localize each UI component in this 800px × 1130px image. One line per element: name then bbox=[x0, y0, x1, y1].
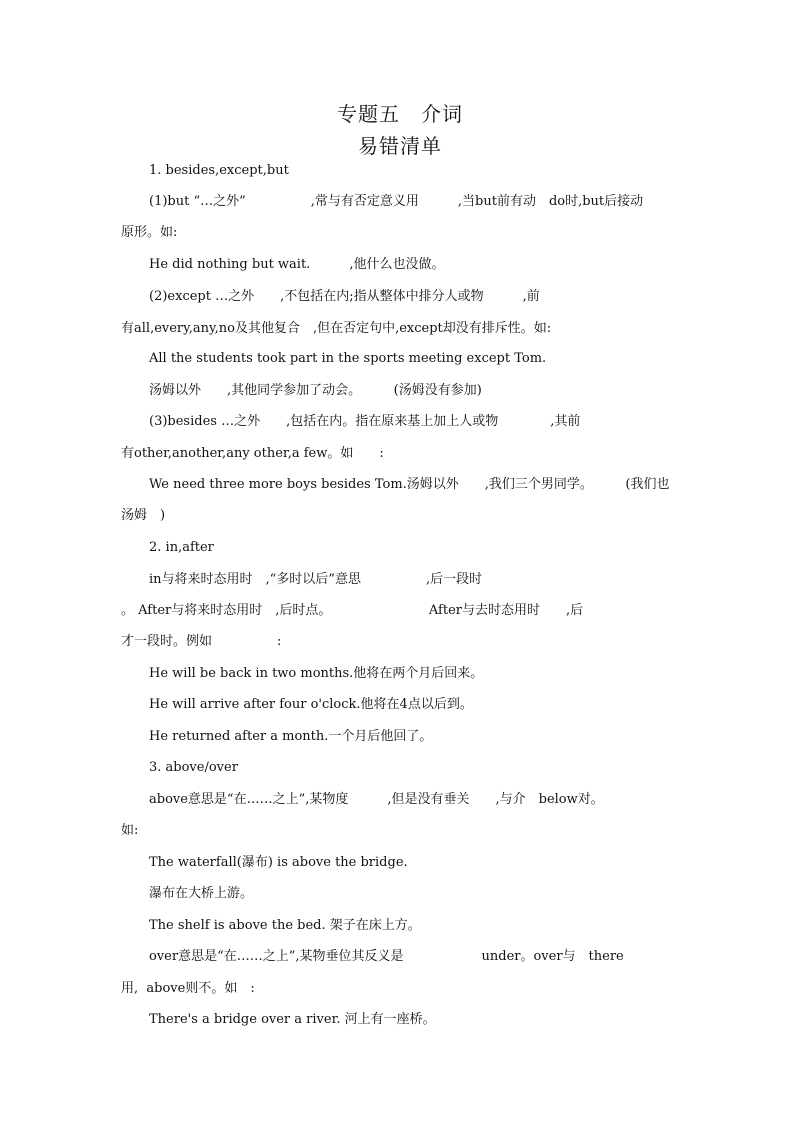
example-sentence: There's a bridge over a river. 河上有一座桥。 bbox=[149, 1012, 436, 1027]
paragraph-line: (1)but “…之外” ,常与有否定意义用 ,当but前有动 do时,but后接动 bbox=[149, 194, 644, 209]
paragraph-line: above意思是“在……之上”,某物度 ,但是没有垂关 ,与介 below对。 bbox=[149, 792, 604, 807]
paragraph-line: 。 After与将来时态用时 ,后时点。 After与去时态用时 ,后 bbox=[121, 603, 584, 618]
paragraph-line: 原形。如: bbox=[121, 225, 178, 240]
section-heading: 2. in,after bbox=[149, 540, 214, 555]
example-sentence: 汤姆以外 ,其他同学参加了动会。 (汤姆没有参加) bbox=[149, 383, 482, 398]
example-sentence: All the students took part in the sports meeting except Tom. bbox=[149, 351, 547, 366]
section-heading: 1. besides,except,but bbox=[149, 163, 289, 178]
paragraph-line: 汤姆 ) bbox=[121, 508, 166, 523]
paragraph-line: in与将来时态用时 ,“多时以后”意思 ,后一段时 bbox=[149, 572, 483, 587]
paragraph-line: 用, above则不。如 : bbox=[121, 981, 255, 996]
example-sentence: He will arrive after four o'clock.他将在4点以后到。 bbox=[149, 697, 473, 712]
paragraph-line: (2)except …之外 ,不包括在内;指从整体中排分人或物 ,前 bbox=[149, 289, 540, 304]
example-sentence: He will be back in two months.他将在两个月后回来。 bbox=[149, 666, 484, 681]
document-title: 专题五 介词 bbox=[337, 102, 463, 126]
section-heading: 3. above/over bbox=[149, 760, 238, 775]
document-subtitle: 易错清单 bbox=[358, 134, 442, 158]
paragraph-line: (3)besides …之外 ,包括在内。指在原来基上加上人或物 ,其前 bbox=[149, 414, 581, 429]
example-sentence: 瀑布在大桥上游。 bbox=[149, 886, 254, 901]
paragraph-line: 有all,every,any,no及其他复合 ,但在否定句中,except却没有排斥性。如: bbox=[121, 321, 552, 336]
example-sentence: He did nothing but wait. ,他什么也没做。 bbox=[149, 257, 445, 272]
paragraph-line: over意思是“在……之上”,某物垂位其反义是 under。over与 there bbox=[149, 949, 624, 964]
paragraph-line: 才一段时。例如 : bbox=[121, 634, 282, 649]
paragraph-line: 如: bbox=[121, 823, 139, 838]
example-sentence: The waterfall(瀑布) is above the bridge. bbox=[149, 855, 408, 870]
example-sentence: He returned after a month.一个月后他回了。 bbox=[149, 729, 433, 744]
example-sentence: The shelf is above the bed. 架子在床上方。 bbox=[149, 918, 421, 933]
paragraph-line: 有other,another,any other,a few。如 : bbox=[121, 446, 384, 461]
example-sentence: We need three more boys besides Tom.汤姆以外 ,我们三个男同学。 (我们也 bbox=[149, 477, 670, 492]
